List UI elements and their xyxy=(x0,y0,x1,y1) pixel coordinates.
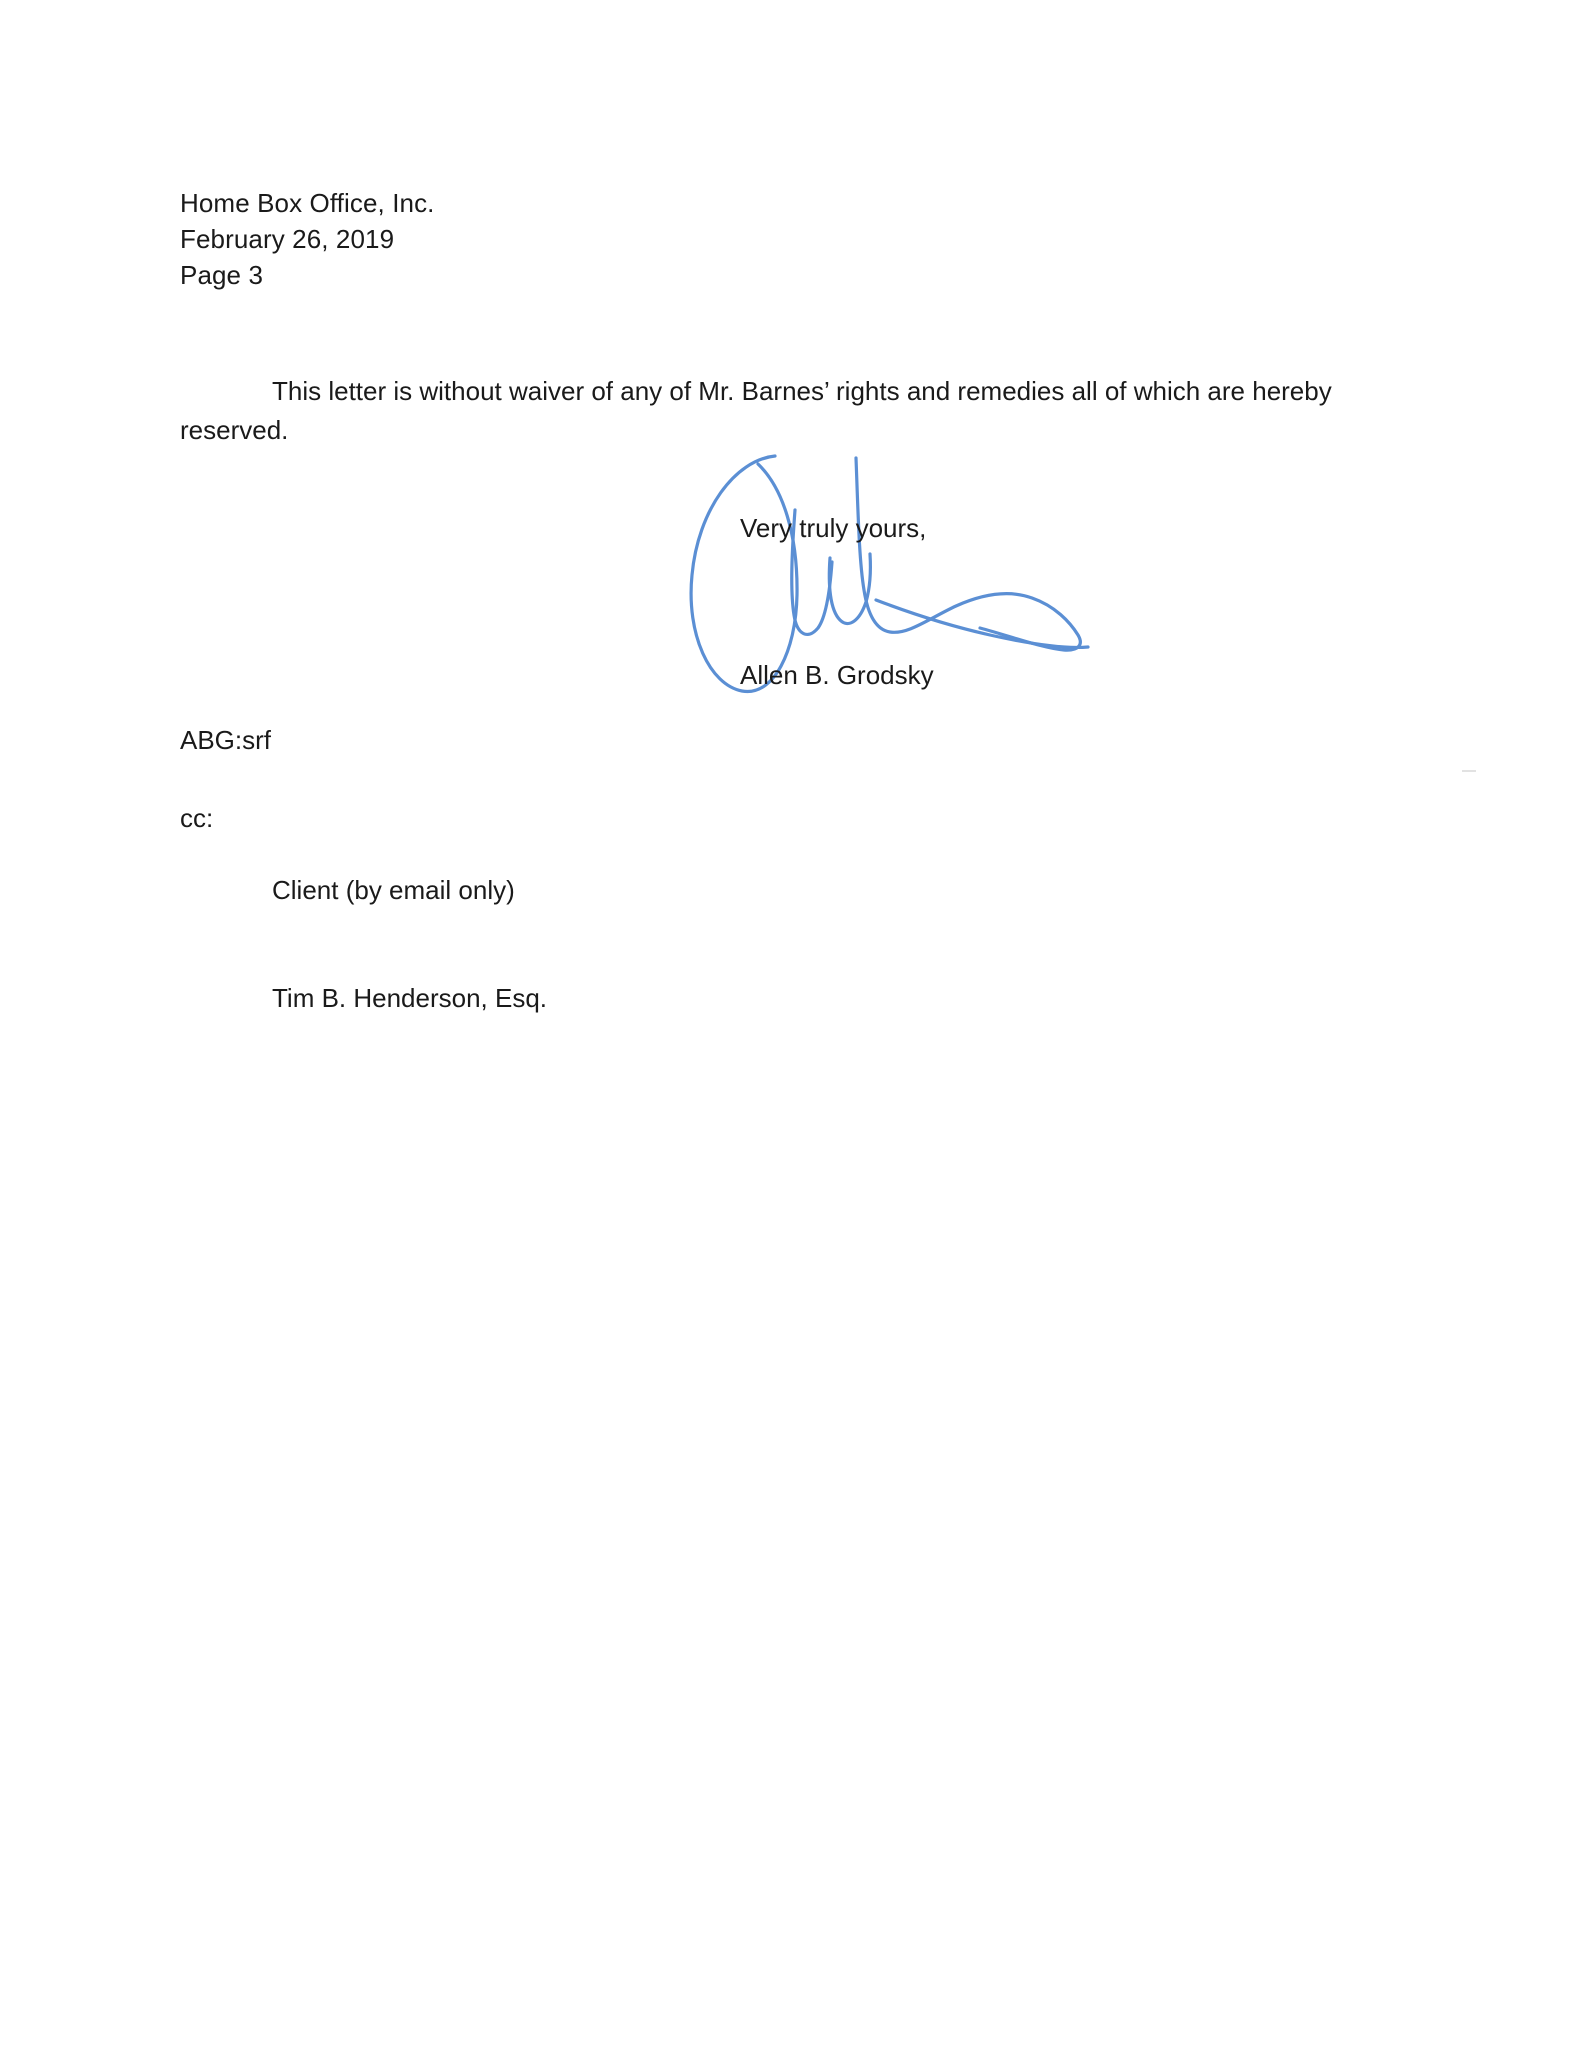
cc-row xyxy=(180,800,547,1088)
handwritten-signature xyxy=(680,450,1210,760)
closing-salutation-block xyxy=(740,510,926,546)
cc-block xyxy=(180,800,547,1088)
cc-recipients xyxy=(272,800,547,1088)
header-date: February 26, 2019 xyxy=(180,224,395,254)
author-typist-initials: ABG:srf xyxy=(180,725,272,755)
closing-salutation: Very truly yours, xyxy=(740,513,927,543)
scan-artifact xyxy=(1462,770,1476,772)
body-paragraph: This letter is without waiver of any of Mr. Barnes’ rights and remedies all of which are hereby reserved. xyxy=(180,376,1332,445)
cc-recipient: Tim B. Henderson, Esq. xyxy=(272,983,548,1013)
header-recipient: Home Box Office, Inc. xyxy=(180,188,435,218)
header-page-number: Page 3 xyxy=(180,260,264,290)
cc-recipient: Client (by email only) xyxy=(272,875,515,905)
signer-name: Allen B. Grodsky xyxy=(740,660,934,690)
cc-label: cc: xyxy=(180,803,214,833)
letter-header xyxy=(180,185,435,293)
